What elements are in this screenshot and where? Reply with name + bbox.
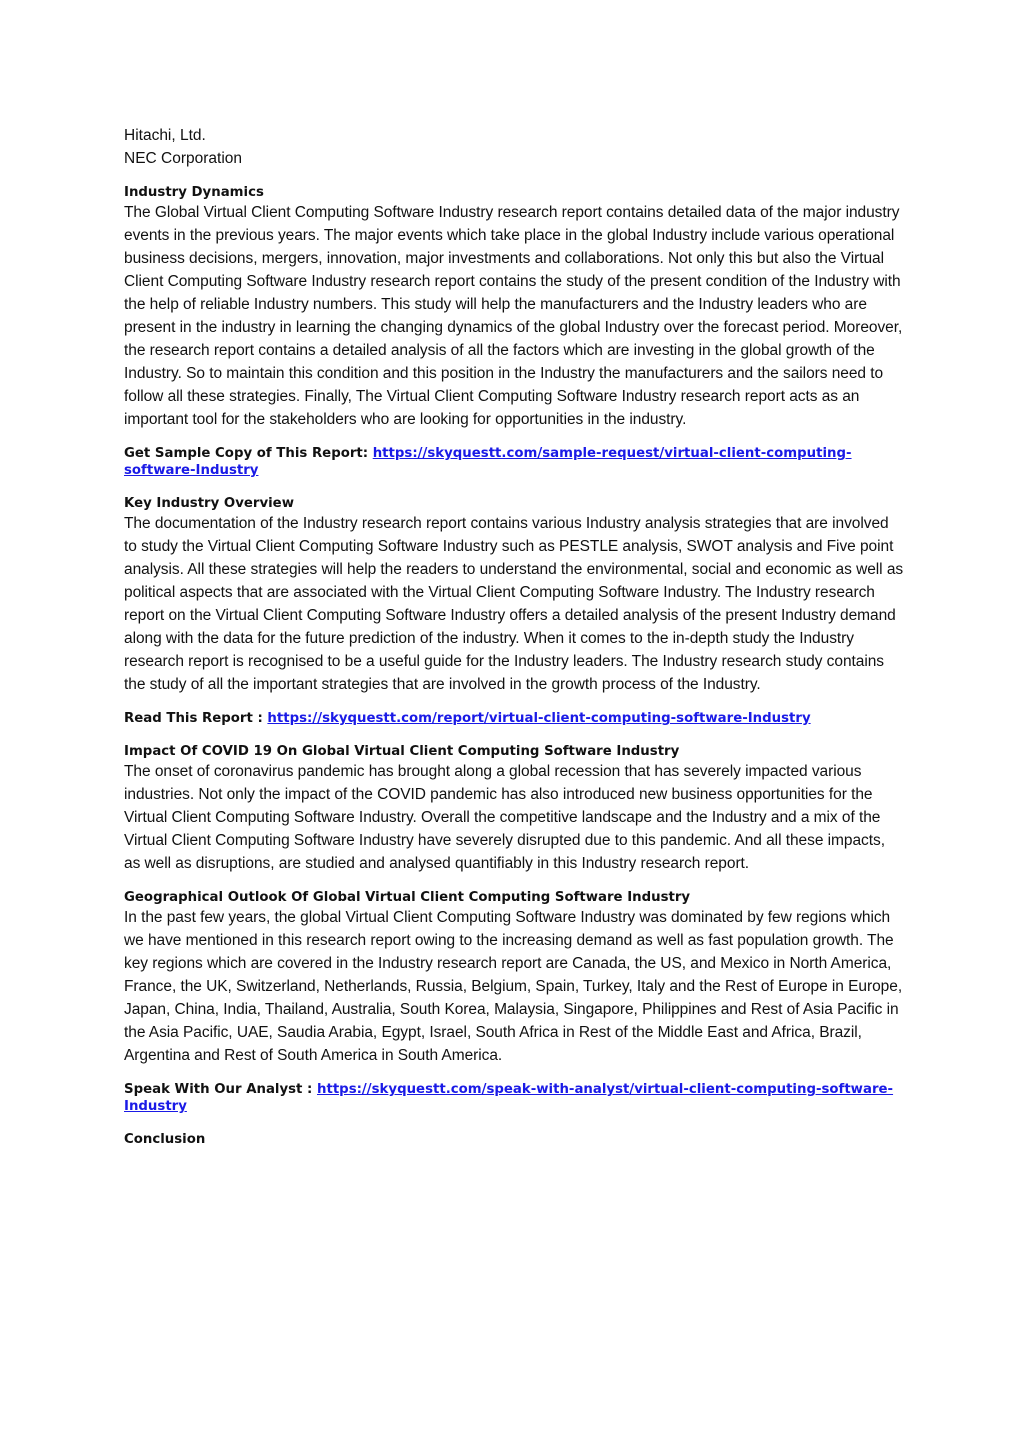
conclusion-heading: Conclusion xyxy=(124,1132,206,1147)
speak-analyst-link[interactable]: https://skyquestt.com/speak-with-analyst/virtual-client-computing-software-Industry xyxy=(124,1082,894,1114)
section-heading: Industry Dynamics xyxy=(124,185,264,200)
sample-copy-line xyxy=(124,445,904,479)
company-name: Hitachi, Ltd. xyxy=(124,127,206,144)
sample-copy-label: Get Sample Copy of This Report: xyxy=(124,446,373,461)
industry-dynamics-section xyxy=(124,184,904,431)
covid-impact-section xyxy=(124,743,904,875)
section-heading: Impact Of COVID 19 On Global Virtual Client Computing Software Industry xyxy=(124,744,680,759)
speak-analyst-label: Speak With Our Analyst : xyxy=(124,1082,317,1097)
read-report-label: Read This Report : xyxy=(124,711,268,726)
section-body: In the past few years, the global Virtual Client Computing Software Industry was dominated by few regions which we have mentioned in this research report owing to the increasing demand as well as fast population growth. The key regions which are covered in the Industry research report are Canada, the US, and Mexico in North America, France, the UK, Switzerland, Netherlands, Russia, Belgium, Spain, Turkey, Italy and the Rest of Europe in Europe, Japan, China, India, Thailand, Australia, South Korea, Malaysia, Singapore, Philippines and Rest of Asia Pacific in the Asia Pacific, UAE, Saudia Arabia, Egypt, Israel, South Africa in Rest of the Middle East and Africa, Brazil, Argentina and Rest of South America in South America. xyxy=(124,909,903,1064)
geographical-outlook-section xyxy=(124,889,904,1067)
section-body: The Global Virtual Client Computing Software Industry research report contains detailed data of the major industry events in the previous years. The major events which take place in the global Industry include various operational business decisions, mergers, innovation, major investments and collaborations. Not only this but also the Virtual Client Computing Software Industry research report contains the study of the present condition of the Industry with the help of reliable Industry numbers. This study will help the manufacturers and the Industry leaders who are present in the industry in learning the changing dynamics of the global Industry over the forecast period. Moreover, the research report contains a detailed analysis of all the factors which are investing in the global growth of the Industry. So to maintain this condition and this position in the Industry the manufacturers and the sailors need to follow all these strategies. Finally, The Virtual Client Computing Software Industry research report acts as an important tool for the stakeholders who are looking for opportunities in the industry. xyxy=(124,204,903,428)
document-page xyxy=(124,124,904,1148)
section-body: The onset of coronavirus pandemic has brought along a global recession that has severely impacted various industries. Not only the impact of the COVID pandemic has also introduced new business opportunities for the Virtual Client Computing Software Industry. Overall the competitive landscape and the Industry and a mix of the Virtual Client Computing Software Industry have severely disrupted due to this pandemic. And all these impacts, as well as disruptions, are studied and analysed quantifiably in this Industry research report. xyxy=(124,763,885,872)
section-heading: Key Industry Overview xyxy=(124,496,294,511)
section-body: The documentation of the Industry research report contains various Industry analysis strategies that are involved to study the Virtual Client Computing Software Industry such as PESTLE analysis, SWOT analysis and Five point analysis. All these strategies will help the readers to understand the environmental, social and economic as well as political aspects that are associated with the Virtual Client Computing Software Industry. The Industry research report on the Virtual Client Computing Software Industry offers a detailed analysis of the present Industry demand along with the data for the future prediction of the industry. When it comes to the in-depth study the Industry research report is recognised to be a useful guide for the Industry leaders. The Industry research study contains the study of all the important strategies that are involved in the growth process of the Industry. xyxy=(124,515,904,693)
company-name: NEC Corporation xyxy=(124,150,243,167)
sample-copy-link[interactable]: https://skyquestt.com/sample-request/virtual-client-computing-software-Industry xyxy=(124,446,852,478)
section-heading: Geographical Outlook Of Global Virtual Client Computing Software Industry xyxy=(124,890,691,905)
read-report-link[interactable]: https://skyquestt.com/report/virtual-client-computing-software-Industry xyxy=(267,711,811,726)
speak-analyst-line xyxy=(124,1081,904,1115)
read-report-line xyxy=(124,710,904,727)
company-list xyxy=(124,124,904,170)
key-overview-section xyxy=(124,495,904,696)
